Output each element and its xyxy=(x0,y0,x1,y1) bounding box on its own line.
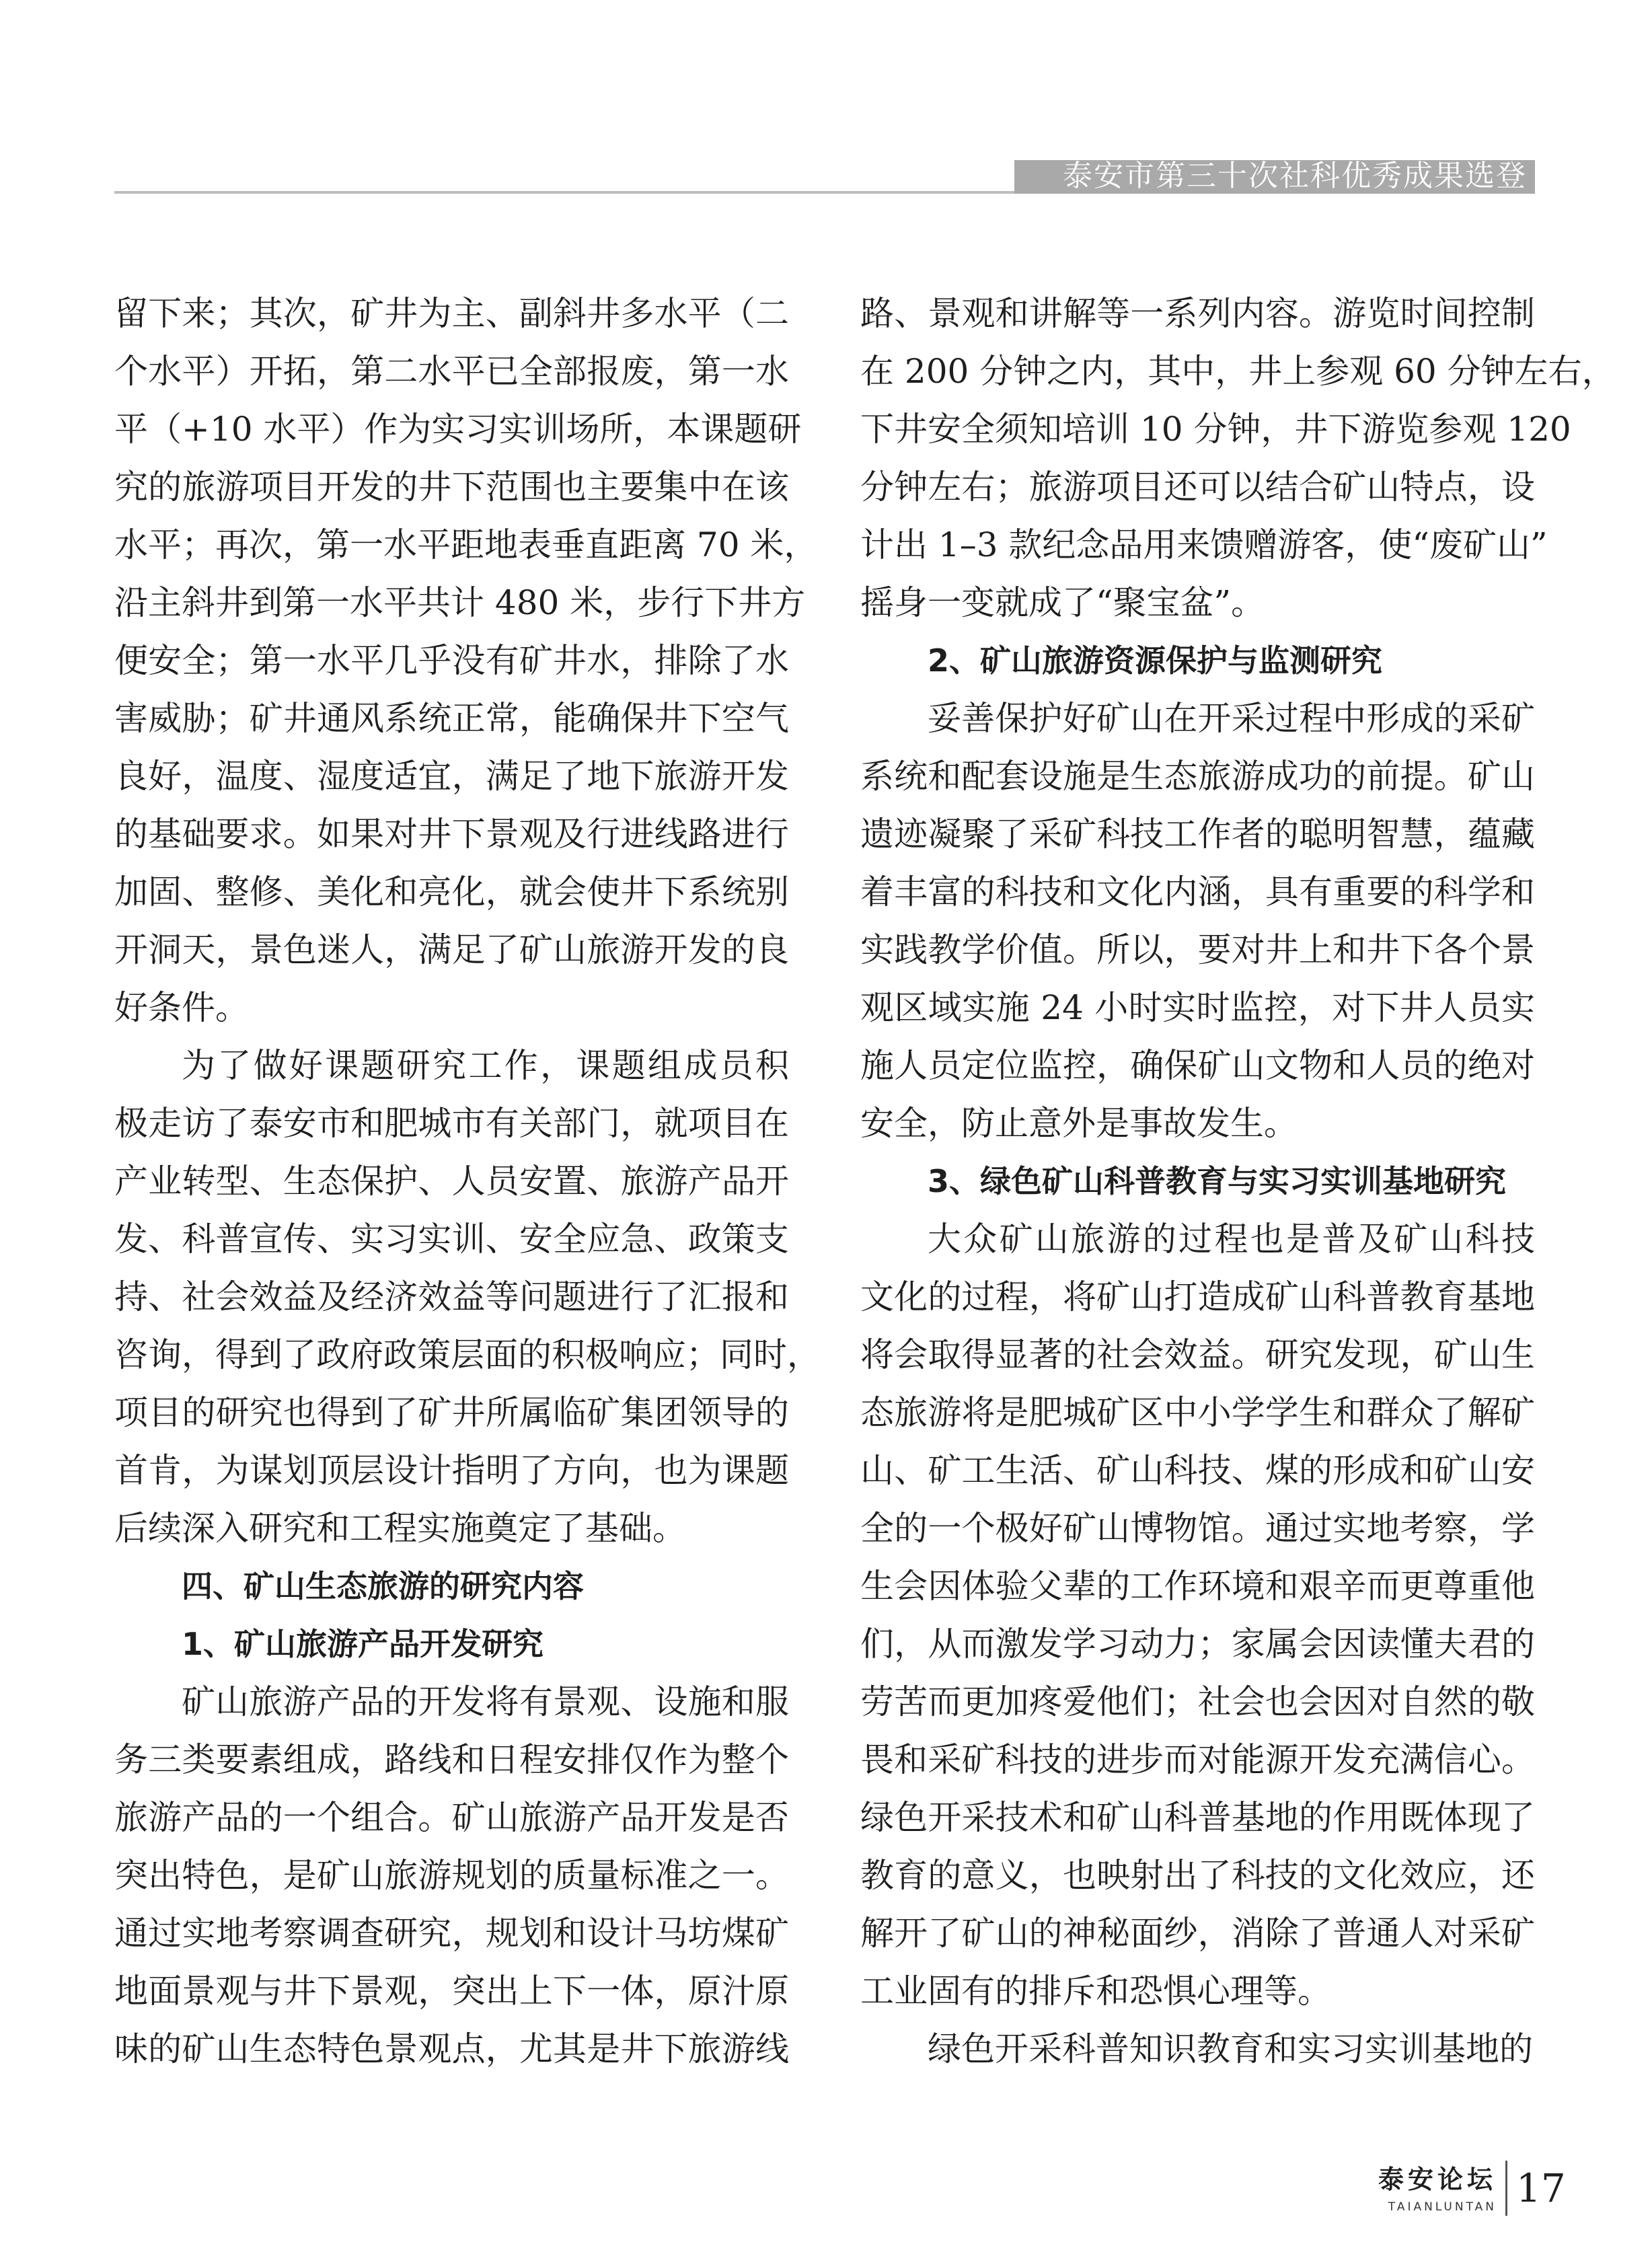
text-line: 究的旅游项目开发的井下范围也主要集中在该 xyxy=(114,468,789,507)
section-heading: 四、矿山生态旅游的研究内容 xyxy=(182,1568,584,1604)
text-line: 平（+10 水平）作为实习实训场所，本课题研 xyxy=(114,410,802,449)
text-line: 极走访了泰安市和肥城市有关部门，就项目在 xyxy=(114,1104,789,1143)
text-line: 路、景观和讲解等一系列内容。游览时间控制 xyxy=(860,294,1535,333)
subsection-heading: 2、矿山旅游资源保护与监测研究 xyxy=(928,642,1383,679)
subsection-heading: 1、矿山旅游产品开发研究 xyxy=(182,1626,544,1662)
text-line: 遗迹凝聚了采矿科技工作者的聪明智慧，蕴藏 xyxy=(860,815,1535,854)
text-line: 教育的意义，也映射出了科技的文化效应，还 xyxy=(860,1856,1535,1895)
text-line: 绿色开采技术和矿山科普基地的作用既体现了 xyxy=(860,1798,1535,1837)
text-line: 劳苦而更加疼爱他们；社会也会因对自然的敬 xyxy=(860,1682,1535,1721)
text-line: 全的一个极好矿山博物馆。通过实地考察，学 xyxy=(860,1509,1535,1548)
text-line: 生会因体验父辈的工作环境和艰辛而更尊重他 xyxy=(860,1567,1535,1606)
text-line: 首肯，为谋划顶层设计指明了方向，也为课题 xyxy=(114,1451,789,1490)
subsection-heading: 3、绿色矿山科普教育与实习实训基地研究 xyxy=(928,1163,1507,1199)
paragraph-first-line: 大众矿山旅游的过程也是普及矿山科技 xyxy=(928,1220,1535,1259)
text-line: 们，从而激发学习动力；家属会因读懂夫君的 xyxy=(860,1624,1535,1664)
text-line: 在 200 分钟之内，其中，井上参观 60 分钟左右， xyxy=(860,352,1616,391)
text-line: 工业固有的排斥和恐惧心理等。 xyxy=(860,1972,1331,2011)
text-line: 留下来；其次，矿井为主、副斜井多水平（二 xyxy=(114,294,789,333)
paragraph-first-line: 绿色开采科普知识教育和实习实训基地的 xyxy=(928,2029,1533,2068)
footer-divider xyxy=(1505,2161,1507,2216)
text-line: 摇身一变就成了“聚宝盆”。 xyxy=(860,583,1265,622)
text-line: 地面景观与井下景观，突出上下一体，原汁原 xyxy=(114,1972,789,2011)
text-line: 加固、整修、美化和亮化，就会使井下系统别 xyxy=(114,872,789,911)
text-line: 安全，防止意外是事故发生。 xyxy=(860,1104,1298,1143)
journal-pinyin: TAIANLUNTAN xyxy=(1388,2200,1497,2214)
text-line: 实践教学价值。所以，要对井上和井下各个景 xyxy=(860,930,1535,969)
text-line: 解开了矿山的神秘面纱，消除了普通人对采矿 xyxy=(860,1914,1535,1953)
text-line: 咨询，得到了政府政策层面的积极响应；同时， xyxy=(114,1335,821,1374)
text-line: 便安全；第一水平几乎没有矿井水，排除了水 xyxy=(114,641,789,680)
text-line: 计出 1–3 款纪念品用来馈赠游客，使“废矿山” xyxy=(860,525,1548,564)
text-line: 沿主斜井到第一水平共计 480 米，步行下井方 xyxy=(114,583,806,622)
text-line: 通过实地考察调查研究，规划和设计马坊煤矿 xyxy=(114,1914,789,1953)
left-column xyxy=(114,285,821,2078)
page-number: 17 xyxy=(1516,2165,1566,2211)
text-line: 突出特色，是矿山旅游规划的质量标准之一。 xyxy=(114,1856,789,1895)
text-line: 分钟左右；旅游项目还可以结合矿山特点，设 xyxy=(860,468,1535,507)
text-line: 观区域实施 24 小时实时监控，对下井人员实 xyxy=(860,988,1535,1027)
right-column xyxy=(860,285,1616,2078)
paragraph-first-line: 妥善保护好矿山在开采过程中形成的采矿 xyxy=(928,699,1535,738)
text-line: 开洞天，景色迷人，满足了矿山旅游开发的良 xyxy=(114,930,789,969)
paragraph-first-line: 为了做好课题研究工作，课题组成员积 xyxy=(182,1046,789,1085)
journal-name: 泰安论坛 xyxy=(1378,2165,1497,2194)
text-line: 务三类要素组成，路线和日程安排仅作为整个 xyxy=(114,1740,789,1779)
text-line: 畏和采矿科技的进步而对能源开发充满信心。 xyxy=(860,1740,1535,1779)
text-line: 发、科普宣传、实习实训、安全应急、政策支 xyxy=(114,1220,789,1259)
text-line: 个水平）开拓，第二水平已全部报废，第一水 xyxy=(114,352,789,391)
running-header-title: 泰安市第三十次社科优秀成果选登 xyxy=(1063,159,1527,193)
text-line: 良好，温度、湿度适宜，满足了地下旅游开发 xyxy=(114,757,789,796)
text-line: 态旅游将是肥城矿区中小学学生和群众了解矿 xyxy=(860,1393,1535,1432)
text-line: 将会取得显著的社会效益。研究发现，矿山生 xyxy=(860,1335,1535,1374)
text-line: 的基础要求。如果对井下景观及行进线路进行 xyxy=(114,815,789,854)
text-line: 持、社会效益及经济效益等问题进行了汇报和 xyxy=(114,1277,789,1316)
text-line: 水平；再次，第一水平距地表垂直距离 70 米， xyxy=(114,525,818,564)
text-line: 文化的过程，将矿山打造成矿山科普教育基地 xyxy=(860,1277,1535,1316)
text-line: 山、矿工生活、矿山科技、煤的形成和矿山安 xyxy=(860,1451,1535,1490)
text-line: 产业转型、生态保护、人员安置、旅游产品开 xyxy=(114,1162,789,1201)
text-line: 施人员定位监控，确保矿山文物和人员的绝对 xyxy=(860,1046,1535,1085)
paragraph-first-line: 矿山旅游产品的开发将有景观、设施和服 xyxy=(182,1682,789,1721)
text-line: 味的矿山生态特色景观点，尤其是井下旅游线 xyxy=(114,2029,789,2068)
text-line: 系统和配套设施是生态旅游成功的前提。矿山 xyxy=(860,757,1535,796)
text-line: 项目的研究也得到了矿井所属临矿集团领导的 xyxy=(114,1393,789,1432)
text-line: 着丰富的科技和文化内涵，具有重要的科学和 xyxy=(860,872,1535,911)
text-line: 旅游产品的一个组合。矿山旅游产品开发是否 xyxy=(114,1798,789,1837)
text-line: 后续深入研究和工程实施奠定了基础。 xyxy=(114,1509,686,1548)
text-line: 好条件。 xyxy=(114,988,249,1027)
text-line: 害威胁；矿井通风系统正常，能确保井下空气 xyxy=(114,699,789,738)
text-line: 下井安全须知培训 10 分钟，井下游览参观 120 xyxy=(860,410,1571,449)
